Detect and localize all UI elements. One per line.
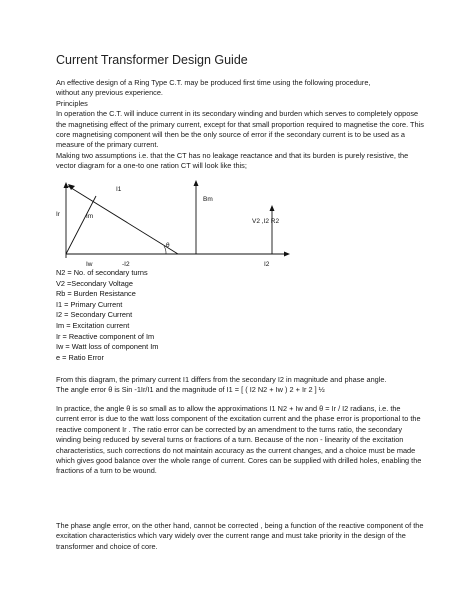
intro-line-2: without any previous experience. — [56, 88, 163, 98]
phase-text: The phase angle error, on the other hand, cannot be corrected , being a function of the reactive component of the excitation characteristics which vary widely over the current range and must take priority in the design of the transformer and choice of core. — [56, 521, 424, 551]
practice-paragraph — [56, 404, 424, 477]
definition-item: Im = Excitation current — [56, 320, 130, 330]
i2-arrowhead — [284, 252, 290, 257]
diagram-explanation-line-1: From this diagram, the primary current I1 differs from the secondary I2 in magnitude and phase angle. — [56, 375, 387, 384]
im-vector — [66, 196, 96, 254]
definition-item: e = Ratio Error — [56, 352, 104, 362]
assumptions-paragraph: Making two assumptions i.e. that the CT has no leakage reactance and that its burden is purely resistive, the vector diagram for a one-to one ration CT will look like this; — [56, 150, 409, 171]
label-im: Im — [86, 213, 94, 220]
intro-section — [56, 78, 424, 172]
practice-text: In practice, the angle θ is so small as to allow the approximations I1 N2 + Iw and θ = Ir / I2 radians, i.e. the current error is due to the watt loss component of the excitation current and the phase error is proportional to the reactive component Ir . The ratio error can be corrected by an amendment to the turns ratio, the secondary winding being reduced by several turns or fractions of a turn. Because of the non - linearity of the excitation characteristics, such corrections do not maintain accuracy as the current changes, and a choice must be made which gives good balance over the whole range of current. Cores can be supplied with drilled holes, enabling the fractions of a turn to be wound. — [56, 404, 422, 476]
principles-paragraph: In operation the C.T. will induce current in its secondary winding and burden which serves to completely oppose the magnetising effect of the primary current, except for that small proportion required to magnetise the core. This core magnetising component will then be the only source of error if the secondary current is to be used as a measure of the primary current. — [56, 109, 424, 150]
diagram-explanation — [56, 375, 424, 396]
definition-item: Ir = Reactive component of Im — [56, 331, 155, 341]
bm-arrowhead — [194, 180, 199, 186]
principles-heading: Principles — [56, 98, 88, 108]
definition-item: I2 = Secondary Current — [56, 310, 133, 320]
ir-arrowhead — [64, 182, 69, 188]
label-v2: V2 ,I2 R2 — [252, 218, 280, 225]
label-neg-i2: -I2 — [122, 261, 130, 268]
label-theta: θ — [166, 242, 170, 249]
phase-paragraph — [56, 521, 424, 552]
definition-item: Iw = Watt loss of component Im — [56, 342, 159, 352]
definition-item: Rb = Burden Resistance — [56, 289, 136, 299]
label-bm: Bm — [203, 196, 213, 203]
definition-item: I1 = Primary Current — [56, 299, 123, 309]
diagram-explanation-line-2: The angle error θ is Sin -1Ir/I1 and the magnitude of I1 = [ ( I2 N2 + Iw ) 2 + Ir 2 ] ½ — [56, 385, 325, 395]
definitions-list — [56, 268, 158, 363]
label-iw: Iw — [86, 261, 93, 268]
vector-diagram — [56, 180, 296, 268]
definition-item: N2 = No. of secondary turns — [56, 268, 148, 277]
label-i2: I2 — [264, 261, 270, 268]
i1-vector — [68, 186, 178, 254]
page-title: Current Transformer Design Guide — [56, 53, 248, 67]
definition-item: V2 =Secondary Voltage — [56, 278, 133, 288]
label-i1: I1 — [116, 186, 122, 193]
v2-arrowhead — [270, 205, 275, 211]
intro-line-1: An effective design of a Ring Type C.T. may be produced first time using the following procedure, — [56, 78, 371, 87]
label-ir: Ir — [56, 211, 60, 218]
